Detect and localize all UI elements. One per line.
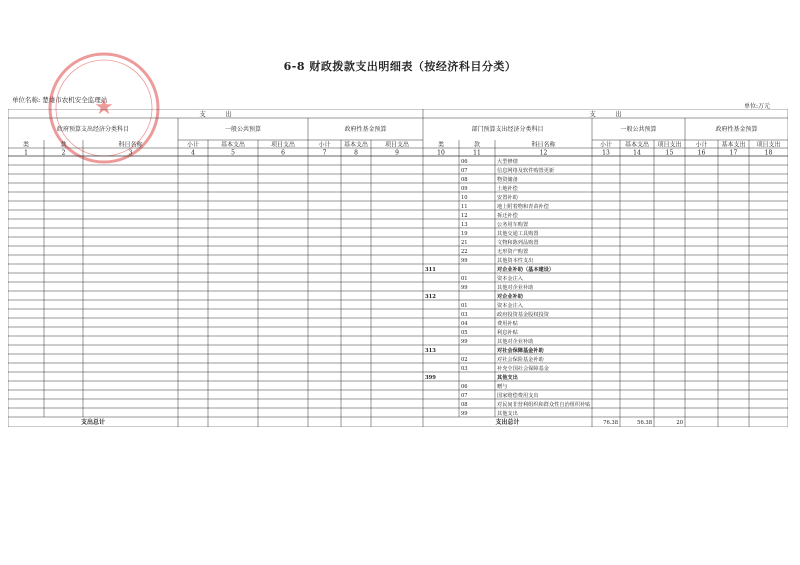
row-item: 08 xyxy=(461,176,468,183)
right-group-fund: 政府性基金预算 xyxy=(715,126,758,133)
left-col-name: 科目名称 xyxy=(118,141,143,149)
left-col-subtotal2: 小计 xyxy=(318,141,331,149)
row-name: 利息补贴 xyxy=(497,329,518,336)
right-col-basic2: 基本支出 xyxy=(721,141,746,149)
left-col-subtotal: 小计 xyxy=(186,141,200,149)
right-group-general: 一般公共预算 xyxy=(620,126,657,133)
right-col-number: 10 xyxy=(437,149,445,157)
row-item: 05 xyxy=(461,329,468,336)
row-name: 政府投资基金股权投资 xyxy=(497,311,549,318)
row-item: 99 xyxy=(461,284,468,291)
left-col-number: 4 xyxy=(191,149,195,157)
right-total-value: 76.38 xyxy=(603,420,618,426)
row-class: 313 xyxy=(425,347,436,354)
row-name: 对民间非营利组织和群众性自治组织补贴 xyxy=(497,401,591,408)
left-col-number: 3 xyxy=(128,149,133,157)
row-name: 补充全国社会保障基金 xyxy=(497,365,549,372)
row-name: 拆迁补偿 xyxy=(497,212,518,219)
right-col-subtotal: 小计 xyxy=(599,141,613,149)
unit-name: 单位名称: 楚雄市农机安全监理站 xyxy=(12,96,108,104)
row-name: 其他支出 xyxy=(497,374,518,381)
row-item: 01 xyxy=(461,275,468,282)
row-name: 对社会保障基金补助 xyxy=(497,347,544,354)
left-group-fund: 政府性基金预算 xyxy=(344,126,387,133)
left-col-number: 1 xyxy=(24,149,28,157)
budget-table xyxy=(8,109,788,427)
right-col-project: 项目支出 xyxy=(657,141,682,149)
row-item: 04 xyxy=(461,320,468,327)
left-col-number: 5 xyxy=(231,149,235,157)
right-col-number: 11 xyxy=(473,149,481,157)
row-class: 311 xyxy=(425,266,436,273)
row-name: 土地补偿 xyxy=(497,185,518,192)
right-col-item: 款 xyxy=(473,141,481,149)
row-item: 01 xyxy=(461,302,468,309)
right-col-number: 15 xyxy=(665,149,674,157)
right-total-label: 支出总计 xyxy=(495,419,520,426)
left-col-basic: 基本支出 xyxy=(220,141,246,149)
row-name: 资本金注入 xyxy=(497,302,523,309)
row-name: 其他对企业补助 xyxy=(497,338,534,345)
row-name: 国家赔偿费用支出 xyxy=(497,392,539,399)
row-name: 文物和陈列品购置 xyxy=(497,239,539,246)
row-class: 399 xyxy=(425,374,436,381)
right-col-number: 16 xyxy=(697,149,706,157)
right-col-number: 13 xyxy=(602,149,610,157)
row-item: 03 xyxy=(461,365,468,372)
row-name: 费用补贴 xyxy=(497,320,518,327)
left-col-class: 类 xyxy=(22,141,30,149)
row-name: 物资储备 xyxy=(497,176,518,183)
left-col-basic2: 基本支出 xyxy=(343,141,369,149)
right-col-number: 18 xyxy=(764,149,773,157)
row-name: 对企业补助（基本建设） xyxy=(497,266,555,273)
page-title: 6-8 财政拨款支出明细表（按经济科目分类） xyxy=(283,60,517,73)
right-col-number: 12 xyxy=(539,149,548,157)
left-col-project: 项目支出 xyxy=(270,141,296,149)
right-group-econ: 部门预算支出经济分类科目 xyxy=(471,126,544,133)
row-item: 99 xyxy=(461,257,468,264)
left-total-label: 支出总计 xyxy=(80,419,106,426)
row-item: 11 xyxy=(461,203,468,210)
row-name: 地上附着物和青苗补偿 xyxy=(497,203,549,210)
row-name: 大型修缮 xyxy=(497,158,518,165)
row-name: 赠与 xyxy=(497,383,508,390)
left-header-top: 支 出 xyxy=(199,110,232,118)
row-item: 99 xyxy=(461,410,468,417)
left-col-number: 6 xyxy=(281,149,285,157)
row-item: 21 xyxy=(461,239,468,246)
row-item: 09 xyxy=(461,185,468,192)
row-item: 03 xyxy=(461,311,468,318)
row-item: 22 xyxy=(461,248,468,255)
row-item: 07 xyxy=(461,167,468,174)
row-name: 对社会保险基金补助 xyxy=(497,356,544,363)
right-col-number: 17 xyxy=(729,149,738,157)
row-name: 信息网络及软件购置更新 xyxy=(497,167,555,174)
left-col-number: 9 xyxy=(395,149,399,157)
row-item: 06 xyxy=(461,158,468,165)
left-col-number: 2 xyxy=(61,149,66,157)
row-item: 06 xyxy=(461,383,468,390)
right-col-subtotal2: 小计 xyxy=(695,141,708,149)
row-item: 99 xyxy=(461,338,468,345)
row-item: 02 xyxy=(461,356,468,363)
left-col-number: 8 xyxy=(354,149,358,157)
row-name: 其他交通工具购置 xyxy=(497,230,539,237)
row-item: 12 xyxy=(461,212,468,219)
row-item: 10 xyxy=(461,194,468,201)
left-col-project2: 项目支出 xyxy=(384,141,410,149)
row-name: 对企业补助 xyxy=(497,293,523,300)
right-total-value: 56.38 xyxy=(637,420,652,426)
left-group-econ: 政府预算支出经济分类科目 xyxy=(56,126,130,133)
row-name: 无形资产购置 xyxy=(497,248,529,255)
right-col-project2: 项目支出 xyxy=(756,141,781,149)
row-name: 其他资本性支出 xyxy=(497,257,534,264)
right-col-basic: 基本支出 xyxy=(624,141,650,149)
row-name: 其他对企业补助 xyxy=(497,284,534,291)
row-class: 312 xyxy=(425,293,436,300)
row-name: 资本金注入 xyxy=(497,275,523,282)
left-col-item: 款 xyxy=(60,141,67,149)
left-col-number: 7 xyxy=(322,149,327,157)
right-col-name: 科目名称 xyxy=(531,141,556,149)
left-group-general: 一般公共预算 xyxy=(224,126,262,133)
right-col-class: 类 xyxy=(437,141,445,149)
right-col-number: 14 xyxy=(633,149,641,157)
row-item: 19 xyxy=(461,230,468,237)
row-item: 08 xyxy=(461,401,468,408)
row-item: 13 xyxy=(461,221,468,228)
right-total-value: 20 xyxy=(676,420,683,426)
right-header-top: 支 出 xyxy=(589,110,622,118)
row-name: 其他支出 xyxy=(497,410,518,417)
row-item: 07 xyxy=(461,392,468,399)
row-name: 公务用车购置 xyxy=(497,221,529,228)
svg-text:★: ★ xyxy=(94,95,114,120)
currency-unit: 单位:万元 xyxy=(743,103,770,110)
row-name: 安置补助 xyxy=(497,194,518,201)
